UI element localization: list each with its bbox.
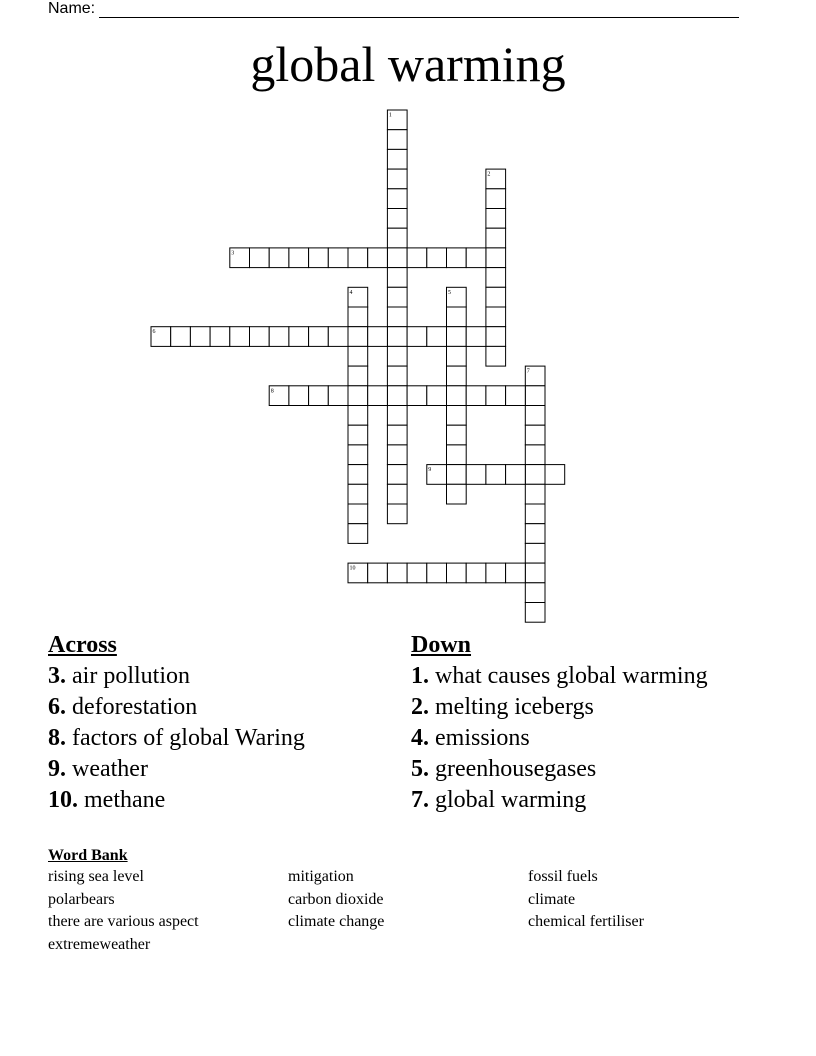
grid-cell[interactable] <box>447 248 467 268</box>
word-bank-heading: Word Bank <box>48 847 128 864</box>
grid-cell[interactable] <box>348 366 368 386</box>
grid-cell[interactable] <box>525 425 545 445</box>
grid-cell[interactable] <box>486 327 506 347</box>
grid-cell[interactable] <box>427 327 447 347</box>
word-bank-item: climate <box>528 890 576 908</box>
cell-number: 3 <box>231 250 235 257</box>
grid-cell[interactable] <box>387 189 407 209</box>
word-bank-item: extremeweather <box>48 935 151 953</box>
grid-cell[interactable] <box>309 386 329 406</box>
grid-cell[interactable] <box>506 386 526 406</box>
grid-cell[interactable] <box>250 327 270 347</box>
grid-cell[interactable] <box>506 563 526 583</box>
grid-cell[interactable] <box>486 268 506 288</box>
grid-cell[interactable] <box>387 563 407 583</box>
grid-cell[interactable] <box>407 563 427 583</box>
grid-cell[interactable] <box>525 406 545 426</box>
grid-cell[interactable] <box>368 327 388 347</box>
grid-cell[interactable] <box>210 327 230 347</box>
grid-cell[interactable] <box>289 327 309 347</box>
grid-cell[interactable] <box>387 425 407 445</box>
grid-cell[interactable] <box>328 248 348 268</box>
grid-cell[interactable] <box>387 445 407 465</box>
grid-cell[interactable] <box>447 425 467 445</box>
grid-cell[interactable] <box>348 346 368 366</box>
grid-cell[interactable] <box>486 248 506 268</box>
cell-number: 1 <box>388 112 392 119</box>
grid-cell[interactable] <box>348 425 368 445</box>
grid-cell[interactable] <box>348 307 368 327</box>
cell-number: 9 <box>428 467 432 474</box>
cell-number: 7 <box>526 368 530 375</box>
grid-cell[interactable] <box>447 346 467 366</box>
grid-cell[interactable] <box>447 445 467 465</box>
grid-cell[interactable] <box>466 248 486 268</box>
grid-cell[interactable] <box>289 248 309 268</box>
grid-cell[interactable] <box>387 248 407 268</box>
cell-number: 6 <box>152 329 156 336</box>
grid-cell[interactable] <box>309 248 329 268</box>
grid-cell[interactable] <box>230 327 250 347</box>
grid-cell[interactable] <box>427 386 447 406</box>
grid-cell[interactable] <box>387 149 407 169</box>
grid-cell[interactable] <box>387 307 407 327</box>
down-heading: Down <box>411 632 472 658</box>
grid-cell[interactable] <box>328 386 348 406</box>
grid-cell[interactable] <box>269 248 289 268</box>
across-clues <box>48 630 305 816</box>
clue-across-9: 9. weather <box>48 756 148 782</box>
grid-cell[interactable] <box>447 386 467 406</box>
grid-cell[interactable] <box>348 524 368 544</box>
grid-cell[interactable] <box>525 563 545 583</box>
grid-cell[interactable] <box>525 484 545 504</box>
grid-cell[interactable] <box>486 563 506 583</box>
clue-down-5: 5. greenhousegases <box>411 756 597 782</box>
page-title: global warming <box>250 36 566 92</box>
grid-cell[interactable] <box>348 386 368 406</box>
grid-cell[interactable] <box>387 346 407 366</box>
grid-cell[interactable] <box>447 307 467 327</box>
grid-cell[interactable] <box>387 465 407 485</box>
grid-cell[interactable] <box>447 484 467 504</box>
clue-across-8: 8. factors of global Waring <box>48 725 305 751</box>
grid-cell[interactable] <box>387 406 407 426</box>
clue-across-3: 3. air pollution <box>48 663 190 689</box>
grid-cell[interactable] <box>525 524 545 544</box>
grid-cell[interactable] <box>525 386 545 406</box>
grid-cell[interactable] <box>407 248 427 268</box>
grid-cell[interactable] <box>486 287 506 307</box>
grid-cell[interactable] <box>387 169 407 189</box>
grid-cell[interactable] <box>525 465 545 485</box>
cell-number: 10 <box>349 565 356 572</box>
grid-cell[interactable] <box>407 386 427 406</box>
word-bank <box>48 846 768 956</box>
grid-cell[interactable] <box>486 209 506 229</box>
grid-cell[interactable] <box>348 406 368 426</box>
grid-cell[interactable] <box>525 603 545 623</box>
word-bank-item: there are various aspect <box>48 913 199 930</box>
grid-cell[interactable] <box>348 484 368 504</box>
grid-cell[interactable] <box>427 248 447 268</box>
grid-cell[interactable] <box>190 327 210 347</box>
grid-cell[interactable] <box>387 327 407 347</box>
word-bank-item: carbon dioxide <box>288 890 384 908</box>
grid-cell[interactable] <box>466 563 486 583</box>
grid-cell[interactable] <box>269 327 289 347</box>
grid-cell[interactable] <box>368 248 388 268</box>
grid-cell[interactable] <box>387 484 407 504</box>
grid-cell[interactable] <box>387 228 407 248</box>
grid-cell[interactable] <box>447 465 467 485</box>
grid-cell[interactable] <box>289 386 309 406</box>
grid-cell[interactable] <box>466 327 486 347</box>
grid-cell[interactable] <box>525 445 545 465</box>
grid-cell[interactable] <box>348 445 368 465</box>
word-bank-item: mitigation <box>288 868 354 885</box>
grid-cell[interactable] <box>506 465 526 485</box>
grid-cell[interactable] <box>545 465 565 485</box>
grid-cell[interactable] <box>486 228 506 248</box>
word-bank-item: polarbears <box>48 890 115 908</box>
grid-cell[interactable] <box>328 327 348 347</box>
word-bank-item: climate change <box>288 913 385 930</box>
grid-cell[interactable] <box>486 307 506 327</box>
cell-number: 8 <box>270 388 274 395</box>
word-bank-item: rising sea level <box>48 868 144 885</box>
clue-down-7: 7. global warming <box>411 787 587 813</box>
grid-cell[interactable] <box>309 327 329 347</box>
grid-cell[interactable] <box>348 327 368 347</box>
grid-cell[interactable] <box>447 327 467 347</box>
grid-cell[interactable] <box>447 366 467 386</box>
grid-cell[interactable] <box>368 386 388 406</box>
word-bank-item: fossil fuels <box>528 868 598 885</box>
grid-cell[interactable] <box>387 386 407 406</box>
down-clues <box>411 630 708 816</box>
cell-number: 2 <box>487 171 491 178</box>
clue-down-2: 2. melting icebergs <box>411 694 594 720</box>
word-bank-item: chemical fertiliser <box>528 913 644 930</box>
grid-cell[interactable] <box>348 465 368 485</box>
grid-cell[interactable] <box>427 563 447 583</box>
grid-cell[interactable] <box>387 268 407 288</box>
grid-cell[interactable] <box>486 465 506 485</box>
grid-cell[interactable] <box>447 563 467 583</box>
clue-down-4: 4. emissions <box>411 725 530 751</box>
grid-cell[interactable] <box>387 366 407 386</box>
grid-cell[interactable] <box>525 543 545 563</box>
grid-cell[interactable] <box>486 346 506 366</box>
grid-cell[interactable] <box>348 248 368 268</box>
clue-down-1: 1. what causes global warming <box>411 663 708 689</box>
grid-cell[interactable] <box>387 130 407 150</box>
grid-cell[interactable] <box>407 327 427 347</box>
grid-cell[interactable] <box>466 386 486 406</box>
across-heading: Across <box>48 632 117 658</box>
grid-cell[interactable] <box>466 465 486 485</box>
cell-number: 4 <box>349 289 353 296</box>
grid-cell[interactable] <box>525 504 545 524</box>
grid-cell[interactable] <box>486 189 506 209</box>
grid-cell[interactable] <box>368 563 388 583</box>
name-label: Name: <box>48 0 96 17</box>
grid-cell[interactable] <box>525 583 545 603</box>
grid-cell[interactable] <box>387 504 407 524</box>
grid-cell[interactable] <box>250 248 270 268</box>
grid-cell[interactable] <box>486 386 506 406</box>
cell-number: 5 <box>448 289 451 296</box>
clue-across-6: 6. deforestation <box>48 694 198 720</box>
grid-cell[interactable] <box>348 504 368 524</box>
grid-cell[interactable] <box>387 287 407 307</box>
clue-across-10: 10. methane <box>48 787 166 813</box>
grid-cell[interactable] <box>447 406 467 426</box>
grid-cell[interactable] <box>171 327 191 347</box>
grid-cell[interactable] <box>387 209 407 229</box>
